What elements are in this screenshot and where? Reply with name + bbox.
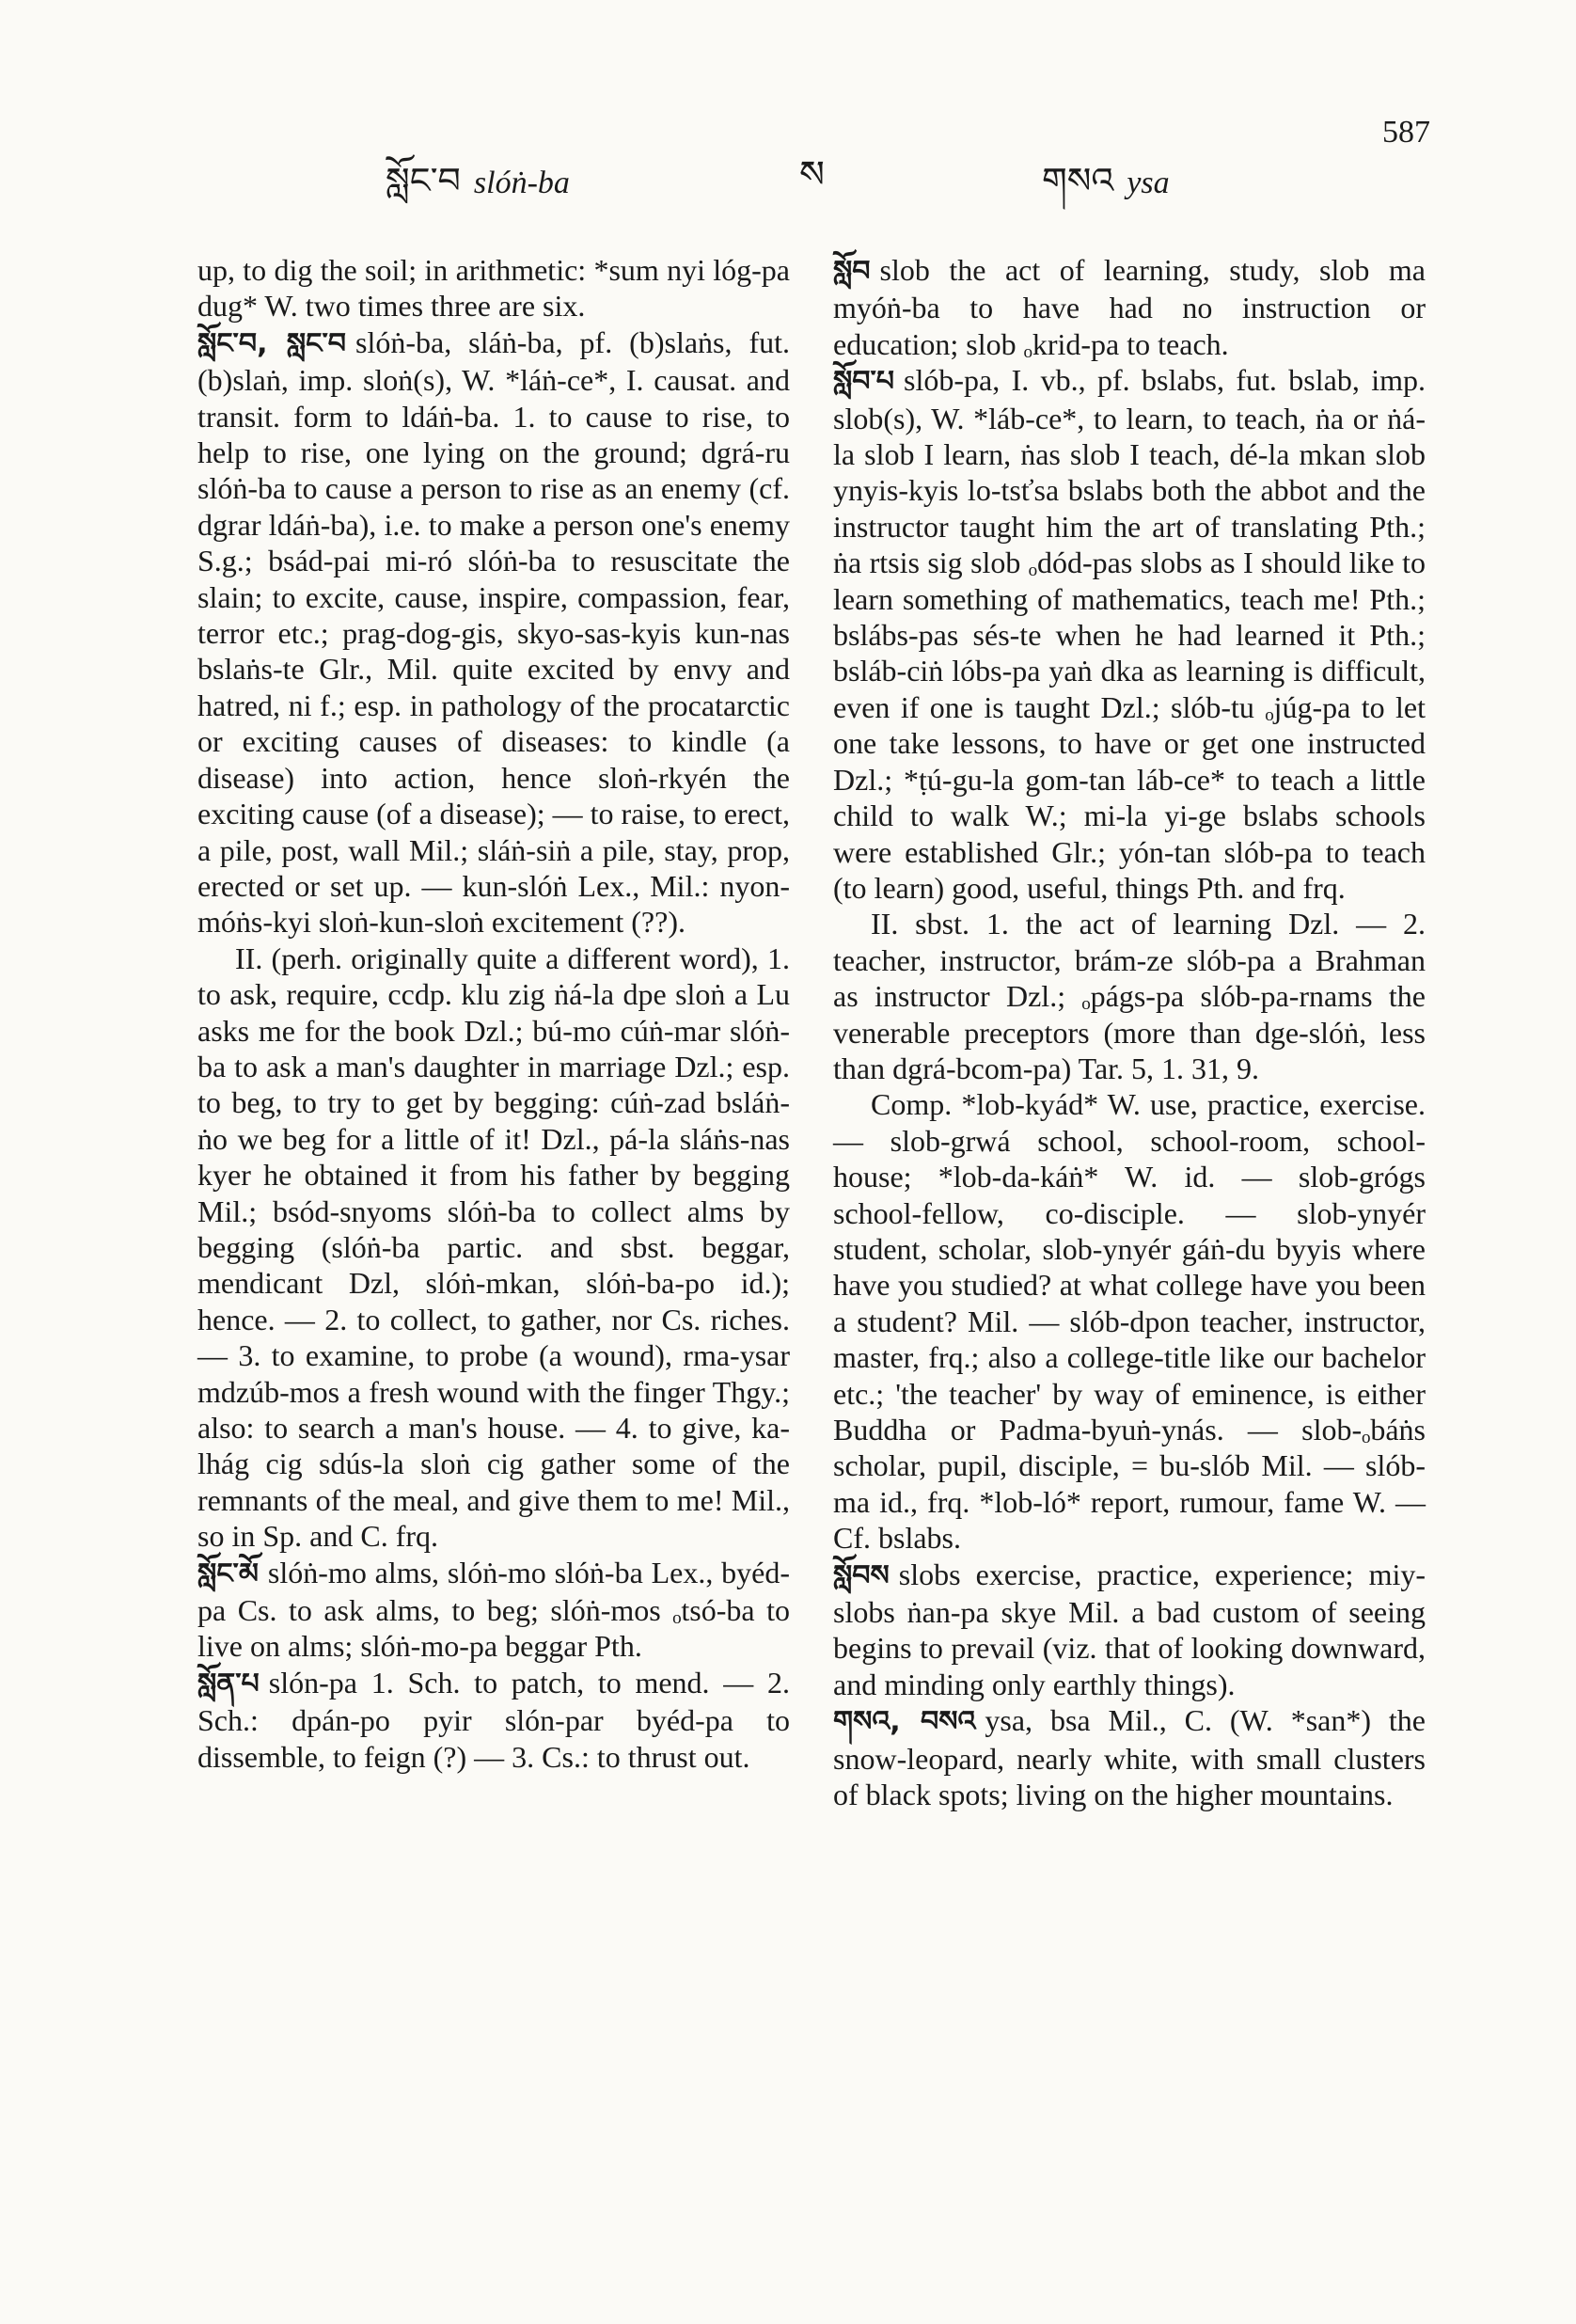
dictionary-entry (833, 1557, 1426, 1703)
dictionary-entry (197, 1665, 790, 1775)
dictionary-entry (197, 252, 790, 324)
running-head-right-roman: ysa (1127, 166, 1170, 200)
entry-headword-tibetan: སློང་བ, སླང་བ (197, 326, 346, 360)
entry-headword-tibetan: སློན་པ (197, 1667, 260, 1700)
entry-text: II. (perh. originally quite a different word), 1. to ask, require, ccdp. klu zig ṅá-la dpe sloṅ a Lu asks me for the book Dzl.; bú-mo cúṅ-mar slóṅ-ba to ask a man's daughter in marriage Dzl.; esp. to beg, to try to get by begging: cúṅ-zad bsláṅ-ṅo we beg for a little of it! Dzl., pá-la sláṅs-nas kyer he obtained it from his father by begging Mil.; bsód-snyoms slóṅ-ba to collect alms by begging (slóṅ-ba partic. and sbst. beggar, mendicant Dzl, slóṅ-mkan, slóṅ-ba-po id.); hence. — 2. to collect, to gather, nor Cs. riches. — 3. to examine, to probe (a wound), rma-ysar mdzúb-mos a fresh wound with the finger Thgy.; also: to search a man's house. — 4. to give, ka-lhág cig sdús-la sloṅ cig gather some of the remnants of the meal, and give them to me! Mil., so in Sp. and C. frq. (197, 941, 790, 1554)
entry-text: slóṅ-ba, sláṅ-ba, pf. (b)slaṅs, fut. (b)slaṅ, imp. sloṅ(s), W. *láṅ-ce*, I. causat. and transit. form to ldáṅ-ba. 1. to cause to rise, to help to rise, one lying on the ground; dgrá-ru slóṅ-ba to cause a person to rise as an enemy (cf. dgrar ldáṅ-ba), i.e. to make a person one's enemy S.g.; bsád-pai mi-ró slóṅ-ba to resuscitate the slain; to excite, cause, inspire, compassion, fear, terror etc.; prag-dog-gis, skyo-sas-kyis kun-nas bslaṅs-te Glr., Mil. quite excited by envy and hatred, ni f.; esp. in pathology of the procatarctic or exciting causes of diseases: to kindle (a disease) into action, hence sloṅ-rkyén the exciting cause (of a disease); — to raise, to erect, a pile, post, wall Mil.; sláṅ-siṅ a pile, stay, prop, erected or set up. — kun-slóṅ Lex., Mil.: nyon-móṅs-kyi sloṅ-kun-sloṅ excitement (??). (197, 324, 790, 940)
entry-headword-tibetan: སློང་མོ (197, 1557, 259, 1590)
running-head-right-tibetan: གསའ (1042, 160, 1114, 201)
dictionary-entry (833, 252, 1426, 362)
dictionary-entry (833, 362, 1426, 906)
entry-text: Comp. *lob-kyád* W. use, practice, exercise. — slob-grwá school, school-room, school-house; *lob-da-káṅ* W. id. — slob-grógs school-fellow, co-disciple. — slob-ynyér student, scholar, slob-ynyér gáṅ-du byyis where have you studied? at what college have you been a student? Mil. — slób-dpon teacher, instructor, master, frq.; also a college-title like our bachelor etc.; 'the teacher' by way of eminence, is either Buddha or Padma-byuṅ-ynás. — slob-ₒbáṅs scholar, pupil, disciple, = bu-slób Mil. — slób-ma id., frq. *lob-ló* report, rumour, fame W. — Cf. bslabs. (833, 1087, 1426, 1556)
entry-headword-tibetan: སློབ (833, 255, 871, 288)
running-head-right (1042, 141, 1170, 242)
dictionary-paragraph (197, 941, 790, 1555)
section-letter: ས (799, 153, 825, 197)
left-column (197, 252, 790, 1775)
dictionary-paragraph (833, 906, 1426, 1086)
running-head-left (386, 141, 570, 242)
entry-text: slob the act of learning, study, slob ma myóṅ-ba to have had no instruction or education; slob ₒkrid-pa to teach. (833, 253, 1426, 361)
running-head-left-tibetan: སློང་བ (386, 160, 461, 201)
entry-text: slobs exercise, practice, experience; miy-slobs ṅan-pa skye Mil. a bad custom of seeing begins to prevail (viz. that of looking downward, and minding only earthly things). (833, 1557, 1426, 1701)
entry-headword-tibetan: སློབས (833, 1558, 890, 1592)
entry-text: II. sbst. 1. the act of learning Dzl. — 2. teacher, instructor, brám-ze slób-pa a Brahman as instructor Dzl.; ₒpágs-pa slób-pa-rnams the venerable preceptors (more than dge-slóṅ, less than dgrá-bcom-pa) Tar. 5, 1. 31, 9. (833, 907, 1426, 1085)
entry-headword-tibetan: སློབ་པ (833, 365, 895, 399)
entry-text: up, to dig the soil; in arithmetic: *sum nyi lóg-pa dug* W. two times three are six. (197, 253, 790, 324)
entry-text: ysa, bsa Mil., C. (W. *san*) the snow-leopard, nearly white, with small clusters of black spots; living on the higher mountains. (833, 1703, 1426, 1812)
entry-text: slóṅ-mo alms, slóṅ-mo slóṅ-ba Lex., byéd-pa Cs. to ask alms, to beg; slóṅ-mos ₒtsó-ba to live on alms; slóṅ-mo-pa beggar Pth. (197, 1555, 790, 1664)
dictionary-entry (833, 1702, 1426, 1812)
right-column (833, 252, 1426, 1812)
dictionary-entry (197, 324, 790, 941)
page-number: 587 (1382, 115, 1430, 150)
entry-text: slón-pa 1. Sch. to patch, to mend. — 2. Sch.: dpán-po pyir slón-par byéd-pa to dissemble, to feign (?) — 3. Cs.: to thrust out. (197, 1665, 790, 1774)
entry-headword-tibetan: གསའ, བསའ (833, 1705, 976, 1739)
dictionary-entry (197, 1555, 790, 1665)
entry-text: slób-pa, I. vb., pf. bslabs, fut. bslab, imp. slob(s), W. *láb-ce*, to learn, to teach, ṅa or ṅá-la slob I learn, ṅas slob I teach, dé-la mkan slob ynyis-kyis lo-tsťsa bslabs both the abbot and the instructor taught him the art of translating Pth.; ṅa rtsis sig slob ₒdód-pas slobs as I should like to learn something of mathematics, teach me! Pth.; bslábs-pas sés-te when he had learned it Pth.; bsláb-ciṅ lóbs-pa yaṅ dka as learning is difficult, even if one is taught Dzl.; slób-tu ₒjúg-pa to let one take lessons, to have or get one instructed Dzl.; *ṭú-gu-la gom-tan láb-ce* to teach a little child to walk W.; mi-la yi-ge bslabs schools were established Glr.; yón-tan slób-pa to teach (to learn) good, useful, things Pth. and frq. (833, 363, 1426, 905)
dictionary-paragraph (833, 1086, 1426, 1556)
running-head-left-roman: slóṅ-ba (473, 166, 570, 200)
